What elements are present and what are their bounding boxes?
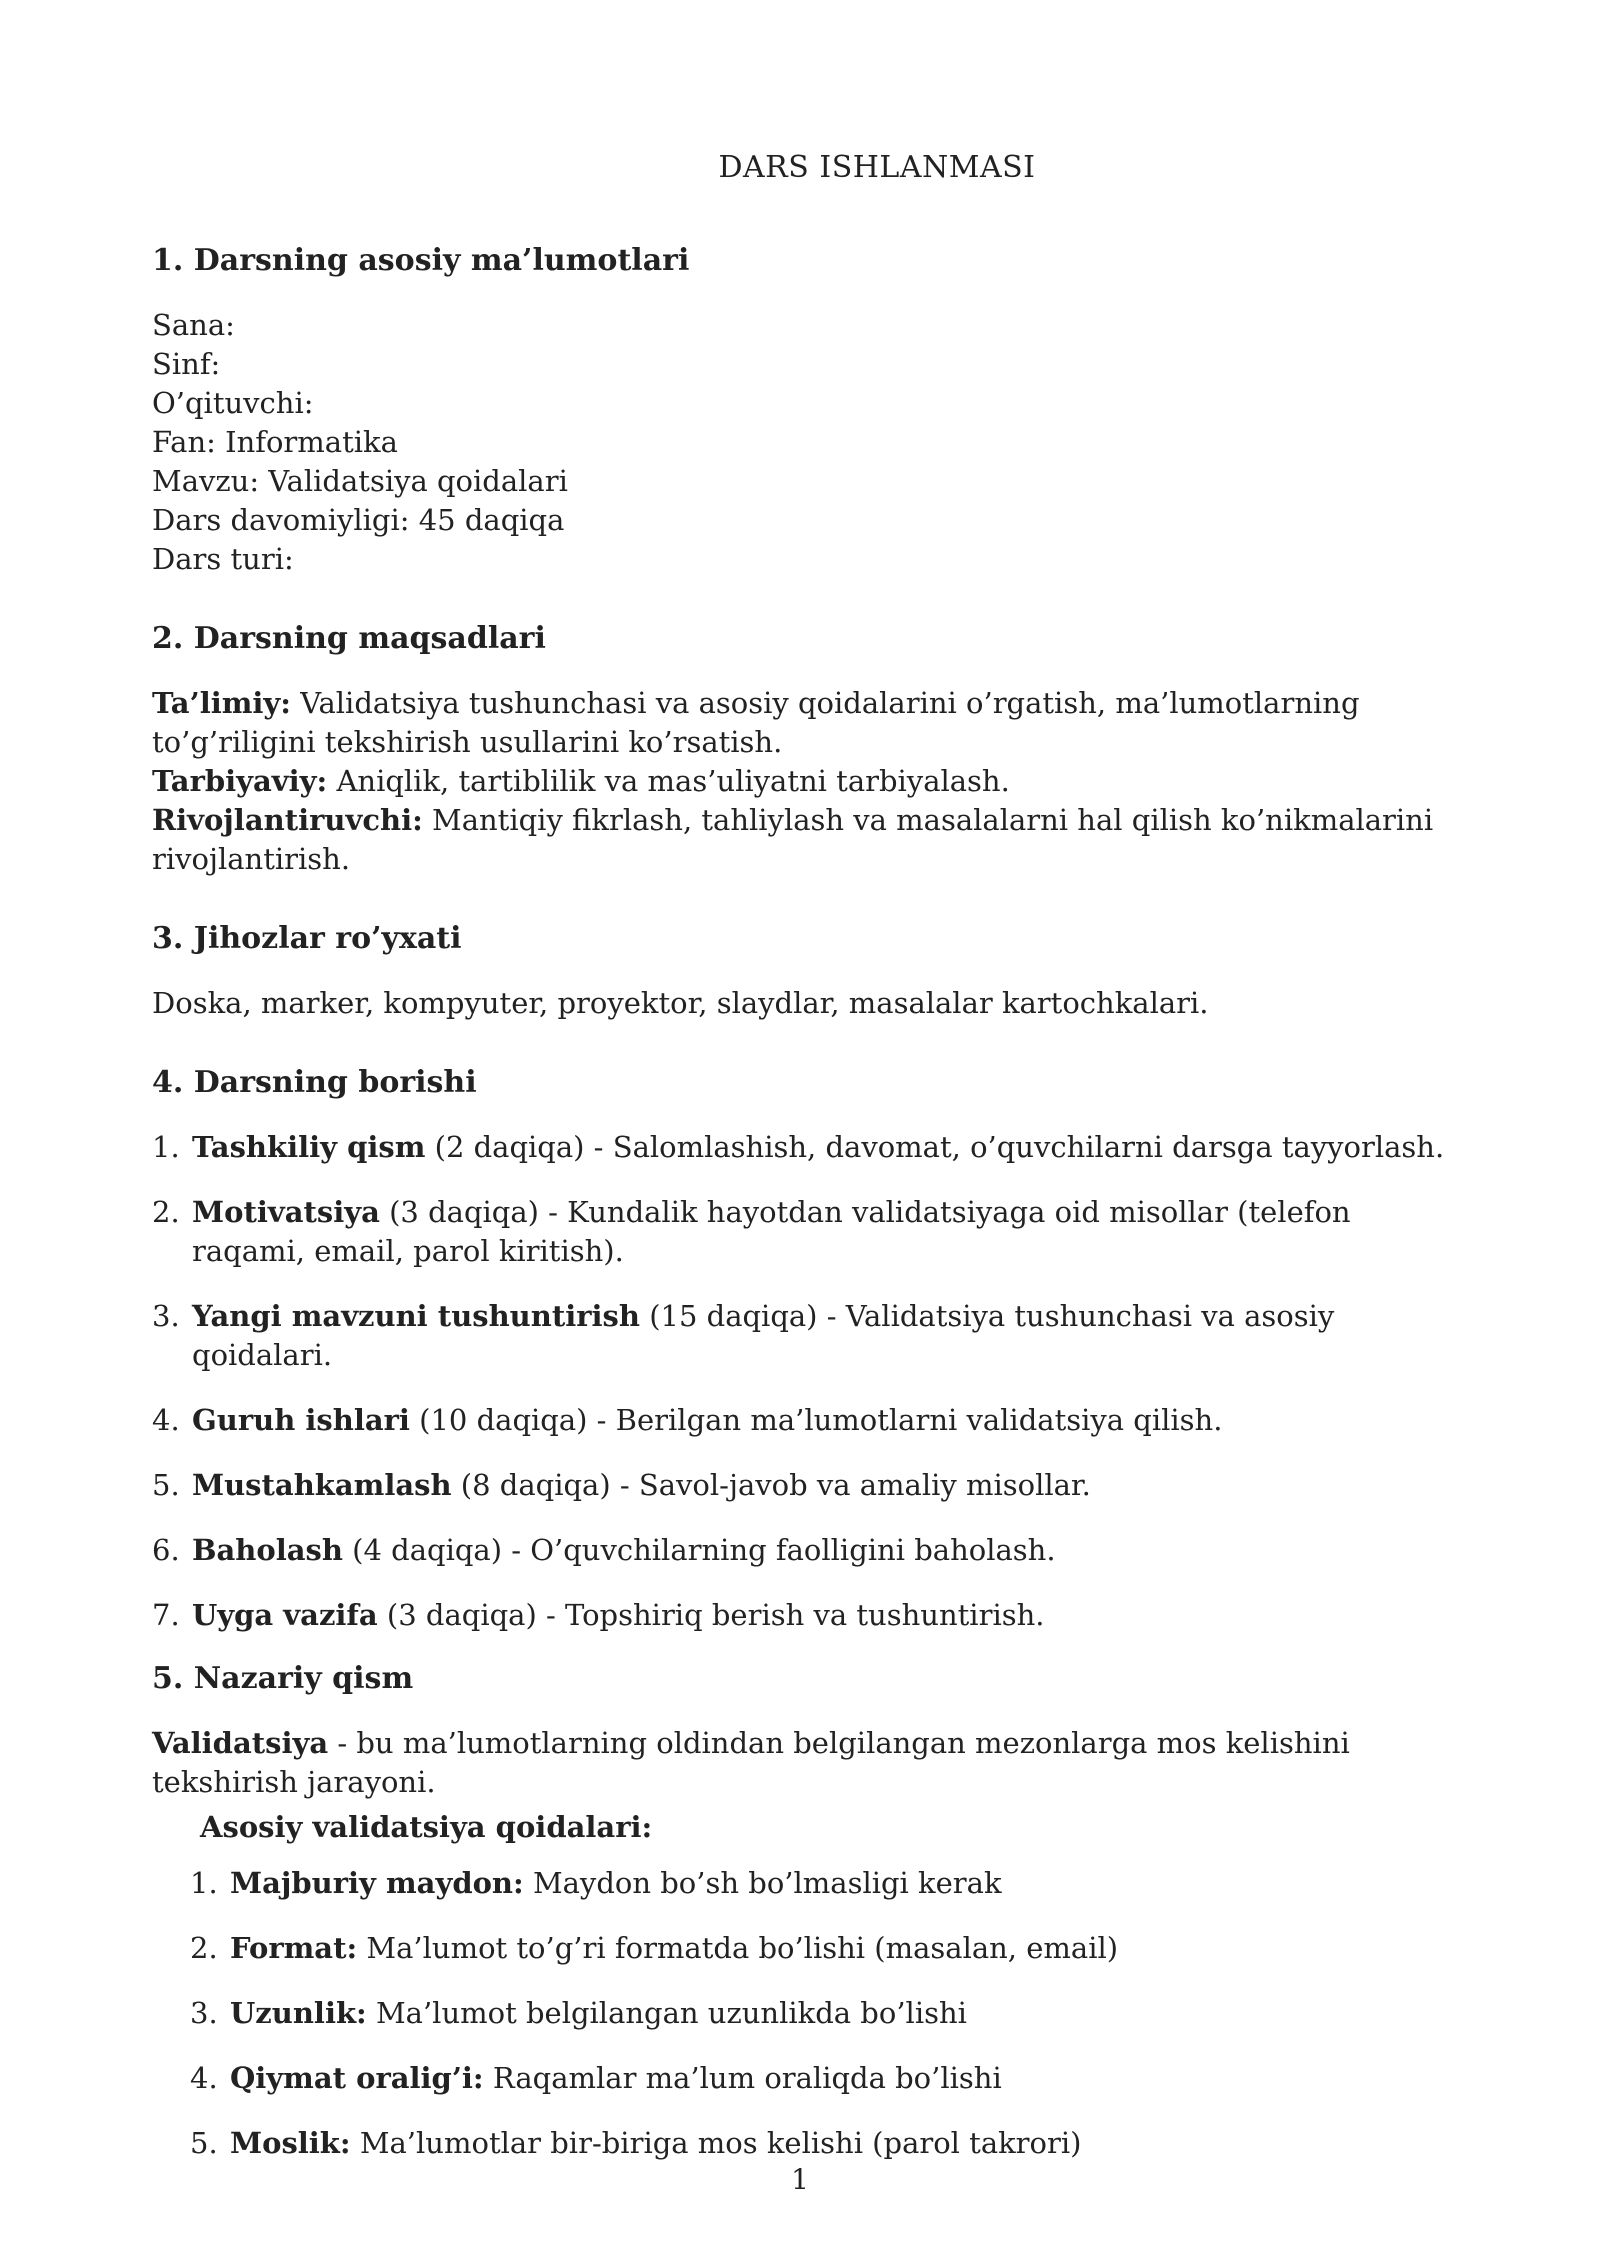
list-item — [152, 1401, 1462, 1440]
item-text — [230, 1929, 1118, 1968]
item-title: Guruh ishlari — [192, 1403, 410, 1437]
item-number: 1. — [152, 1130, 180, 1164]
section-heading: 4. Darsning borishi — [152, 1065, 477, 1100]
item-title: Baholash — [192, 1533, 343, 1567]
item-title: Tashkiliy qism — [192, 1130, 426, 1164]
list-item — [190, 2124, 1462, 2163]
list-item — [152, 1193, 1462, 1271]
document-title: DARS ISHLANMASI — [718, 150, 1036, 185]
item-number: 3. — [152, 1299, 180, 1333]
list-item — [152, 1297, 1462, 1375]
section-equipment — [152, 921, 1462, 1023]
section-heading: 3. Jihozlar ro’yxati — [152, 921, 462, 956]
goal-label: Tarbiyaviy: — [152, 764, 328, 798]
item-number: 4. — [190, 2061, 218, 2095]
item-desc: Raqamlar ma’lum oraliqda bo’lishi — [483, 2061, 1002, 2095]
item-desc: Ma’lumot belgilangan uzunlikda bo’lishi — [366, 1996, 967, 2030]
definition-text: - bu ma’lumotlarning oldindan belgilangan mezonlarga mos kelishini tekshirish jarayoni. — [152, 1726, 1350, 1799]
item-title: Uyga vazifa — [192, 1598, 378, 1632]
item-text — [230, 1864, 1002, 1903]
list-item — [152, 1596, 1462, 1635]
page-number: 1 — [791, 2163, 809, 2196]
list-item — [190, 2059, 1462, 2098]
item-title: Motivatsiya — [192, 1195, 380, 1229]
item-number: 2. — [190, 1931, 218, 1965]
list-item — [190, 1864, 1462, 1903]
info-line-type: Dars turi: — [152, 542, 294, 576]
lesson-steps-list — [152, 1128, 1462, 1635]
goal-educational — [152, 684, 1462, 762]
item-number: 5. — [152, 1468, 180, 1502]
item-number: 7. — [152, 1598, 180, 1632]
item-number: 4. — [152, 1403, 180, 1437]
goal-label: Rivojlantiruvchi: — [152, 803, 423, 837]
list-item — [152, 1466, 1462, 1505]
item-text — [230, 1994, 967, 2033]
item-text — [192, 1297, 1462, 1375]
item-number: 5. — [190, 2126, 218, 2160]
item-text — [230, 2124, 1081, 2163]
section-basic-info — [152, 243, 1462, 579]
item-number: 2. — [152, 1195, 180, 1229]
info-line-subject: Fan: Informatika — [152, 425, 398, 459]
item-title: Uzunlik: — [230, 1996, 367, 2030]
item-text — [192, 1531, 1462, 1570]
definition-paragraph — [152, 1724, 1462, 1802]
item-title: Yangi mavzuni tushuntirish — [192, 1299, 640, 1333]
rules-heading: Asosiy validatsiya qoidalari: — [200, 1810, 653, 1844]
validation-rules-list — [152, 1864, 1462, 2163]
info-lines — [152, 306, 1462, 579]
list-item — [152, 1128, 1462, 1167]
item-text — [192, 1401, 1462, 1440]
goal-label: Ta’limiy: — [152, 686, 291, 720]
section-heading: 2. Darsning maqsadlari — [152, 621, 546, 656]
goal-text: Mantiqiy fikrlash, tahliylash va masalalarni hal qilish ko’nikmalarini rivojlantirish. — [152, 803, 1434, 876]
item-desc: (3 daqiqa) - Topshiriq berish va tushuntirish. — [377, 1598, 1045, 1632]
list-item — [190, 1994, 1462, 2033]
goal-text: Aniqlik, tartiblilik va mas’uliyatni tarbiyalash. — [327, 764, 1010, 798]
info-line-topic: Mavzu: Validatsiya qoidalari — [152, 464, 568, 498]
item-text — [192, 1128, 1462, 1167]
item-title: Mustahkamlash — [192, 1468, 452, 1502]
item-desc: Ma’lumot to’g’ri formatda bo’lishi (masalan, email) — [357, 1931, 1119, 1965]
info-line-duration: Dars davomiyligi: 45 daqiqa — [152, 503, 565, 537]
section-goals — [152, 621, 1462, 879]
item-title: Qiymat oralig’i: — [230, 2061, 484, 2095]
list-item — [190, 1929, 1462, 1968]
item-desc: Maydon bo’sh bo’lmasligi kerak — [523, 1866, 1002, 1900]
item-title: Majburiy maydon: — [230, 1866, 524, 1900]
item-title: Format: — [230, 1931, 358, 1965]
document-page — [152, 150, 1462, 2189]
item-text — [230, 2059, 1002, 2098]
goal-upbringing — [152, 762, 1462, 801]
section-theory — [152, 1661, 1462, 2163]
goal-text: Validatsiya tushunchasi va asosiy qoidalarini o’rgatish, ma’lumotlarning to’g’riligini tekshirish usullarini ko’rsatish. — [152, 686, 1360, 759]
item-text — [192, 1193, 1462, 1271]
item-desc: (2 daqiqa) - Salomlashish, davomat, o’quvchilarni darsga tayyorlash. — [425, 1130, 1445, 1164]
info-line-class: Sinf: — [152, 347, 221, 381]
goal-developmental — [152, 801, 1462, 879]
item-title: Moslik: — [230, 2126, 351, 2160]
item-desc: Ma’lumotlar bir-biriga mos kelishi (parol takrori) — [350, 2126, 1082, 2160]
item-desc: (8 daqiqa) - Savol-javob va amaliy misollar. — [451, 1468, 1091, 1502]
info-line-date: Sana: — [152, 308, 235, 342]
equipment-list: Doska, marker, kompyuter, proyektor, slaydlar, masalalar kartochkalari. — [152, 986, 1209, 1020]
item-number: 3. — [190, 1996, 218, 2030]
item-desc: (10 daqiqa) - Berilgan ma’lumotlarni validatsiya qilish. — [409, 1403, 1223, 1437]
list-item — [152, 1531, 1462, 1570]
section-lesson-flow — [152, 1065, 1462, 1635]
info-line-teacher: O’qituvchi: — [152, 386, 314, 420]
item-text — [192, 1466, 1462, 1505]
section-heading: 1. Darsning asosiy ma’lumotlari — [152, 243, 690, 278]
item-desc: (4 daqiqa) - O’quvchilarning faolligini baholash. — [342, 1533, 1056, 1567]
item-desc: (15 daqiqa) - Validatsiya tushunchasi va asosiy qoidalari. — [192, 1299, 1335, 1372]
item-text — [192, 1596, 1462, 1635]
item-number: 1. — [190, 1866, 218, 1900]
item-desc: (3 daqiqa) - Kundalik hayotdan validatsiyaga oid misollar (telefon raqami, email, parol kiritish). — [192, 1195, 1351, 1268]
item-number: 6. — [152, 1533, 180, 1567]
definition-term: Validatsiya — [152, 1726, 329, 1760]
section-heading: 5. Nazariy qism — [152, 1661, 414, 1696]
